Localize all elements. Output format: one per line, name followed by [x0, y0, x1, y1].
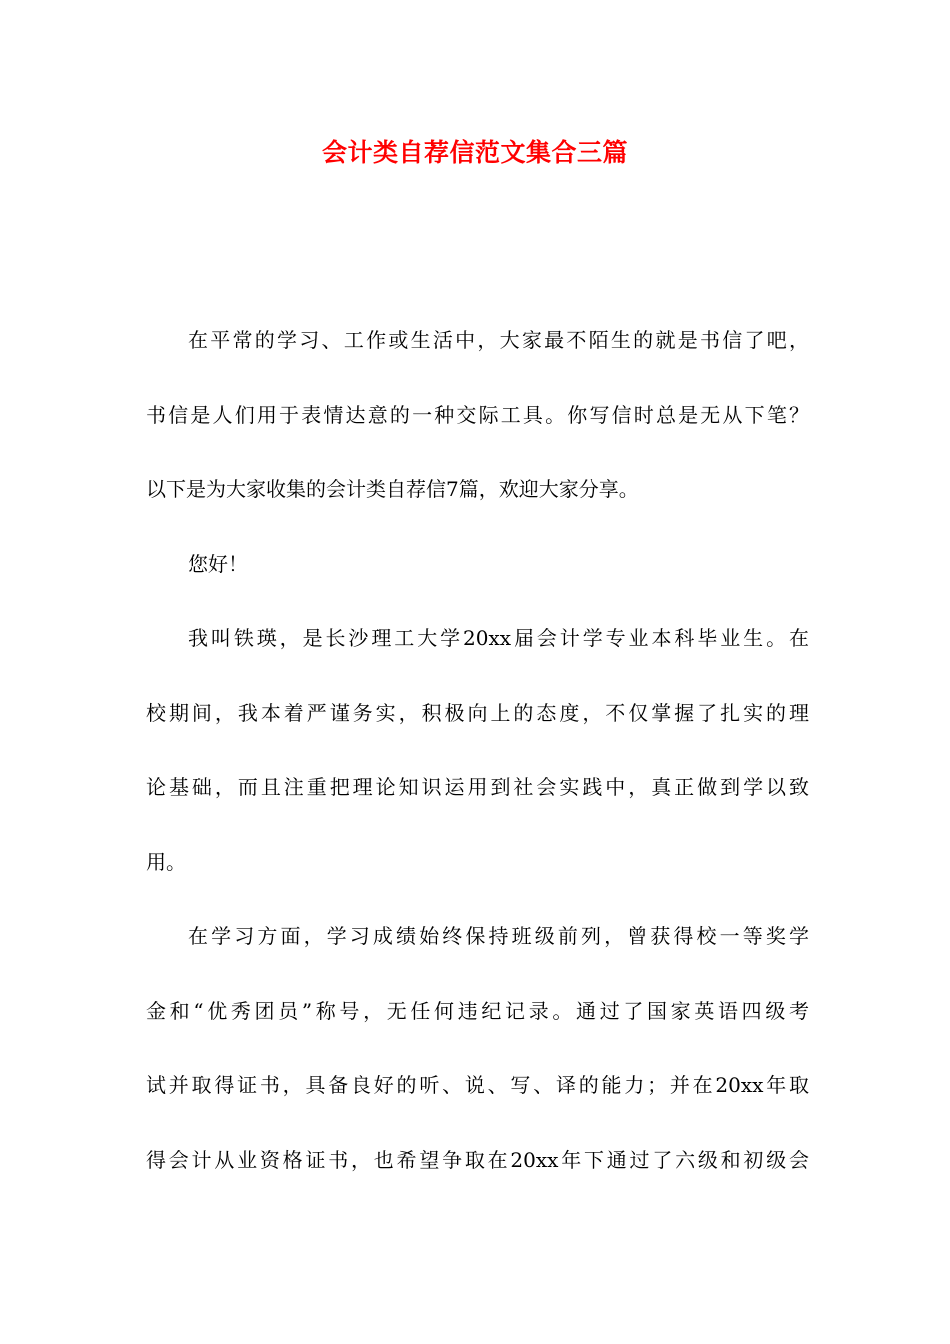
text-line: 在平常的学习、工作或生活中，大家最不陌生的就是书信了吧，: [188, 328, 809, 352]
text-line: 书信是人们用于表情达意的一种交际工具。你写信时总是无从下笔？: [146, 402, 809, 427]
text-line: 以下是为大家收集的会计类自荐信7篇，欢迎大家分享。: [146, 477, 639, 501]
text-line: 论基础，而且注重把理论知识运用到社会实践中，真正做到学以致: [146, 775, 809, 799]
greeting-line: 您好！: [188, 551, 248, 576]
page-title: 会计类自荐信范文集合三篇: [321, 138, 628, 167]
text-line: 在学习方面，学习成绩始终保持班级前列，曾获得校一等奖学: [188, 924, 809, 948]
text-line: 试并取得证书，具备良好的听、说、写、译的能力；并在20xx年取: [146, 1073, 809, 1097]
text-line: 金和“优秀团员”称号，无任何违纪记录。通过了国家英语四级考: [146, 998, 809, 1023]
document-body: [146, 318, 809, 1212]
text-line: 我叫铁瑛，是长沙理工大学20xx届会计学专业本科毕业生。在: [188, 626, 809, 650]
text-line: 得会计从业资格证书，也希望争取在20xx年下通过了六级和初级会: [146, 1147, 809, 1172]
text-line: 用。: [146, 849, 186, 874]
text-line: 校期间，我本着严谨务实，积极向上的态度，不仅掌握了扎实的理: [146, 700, 809, 725]
